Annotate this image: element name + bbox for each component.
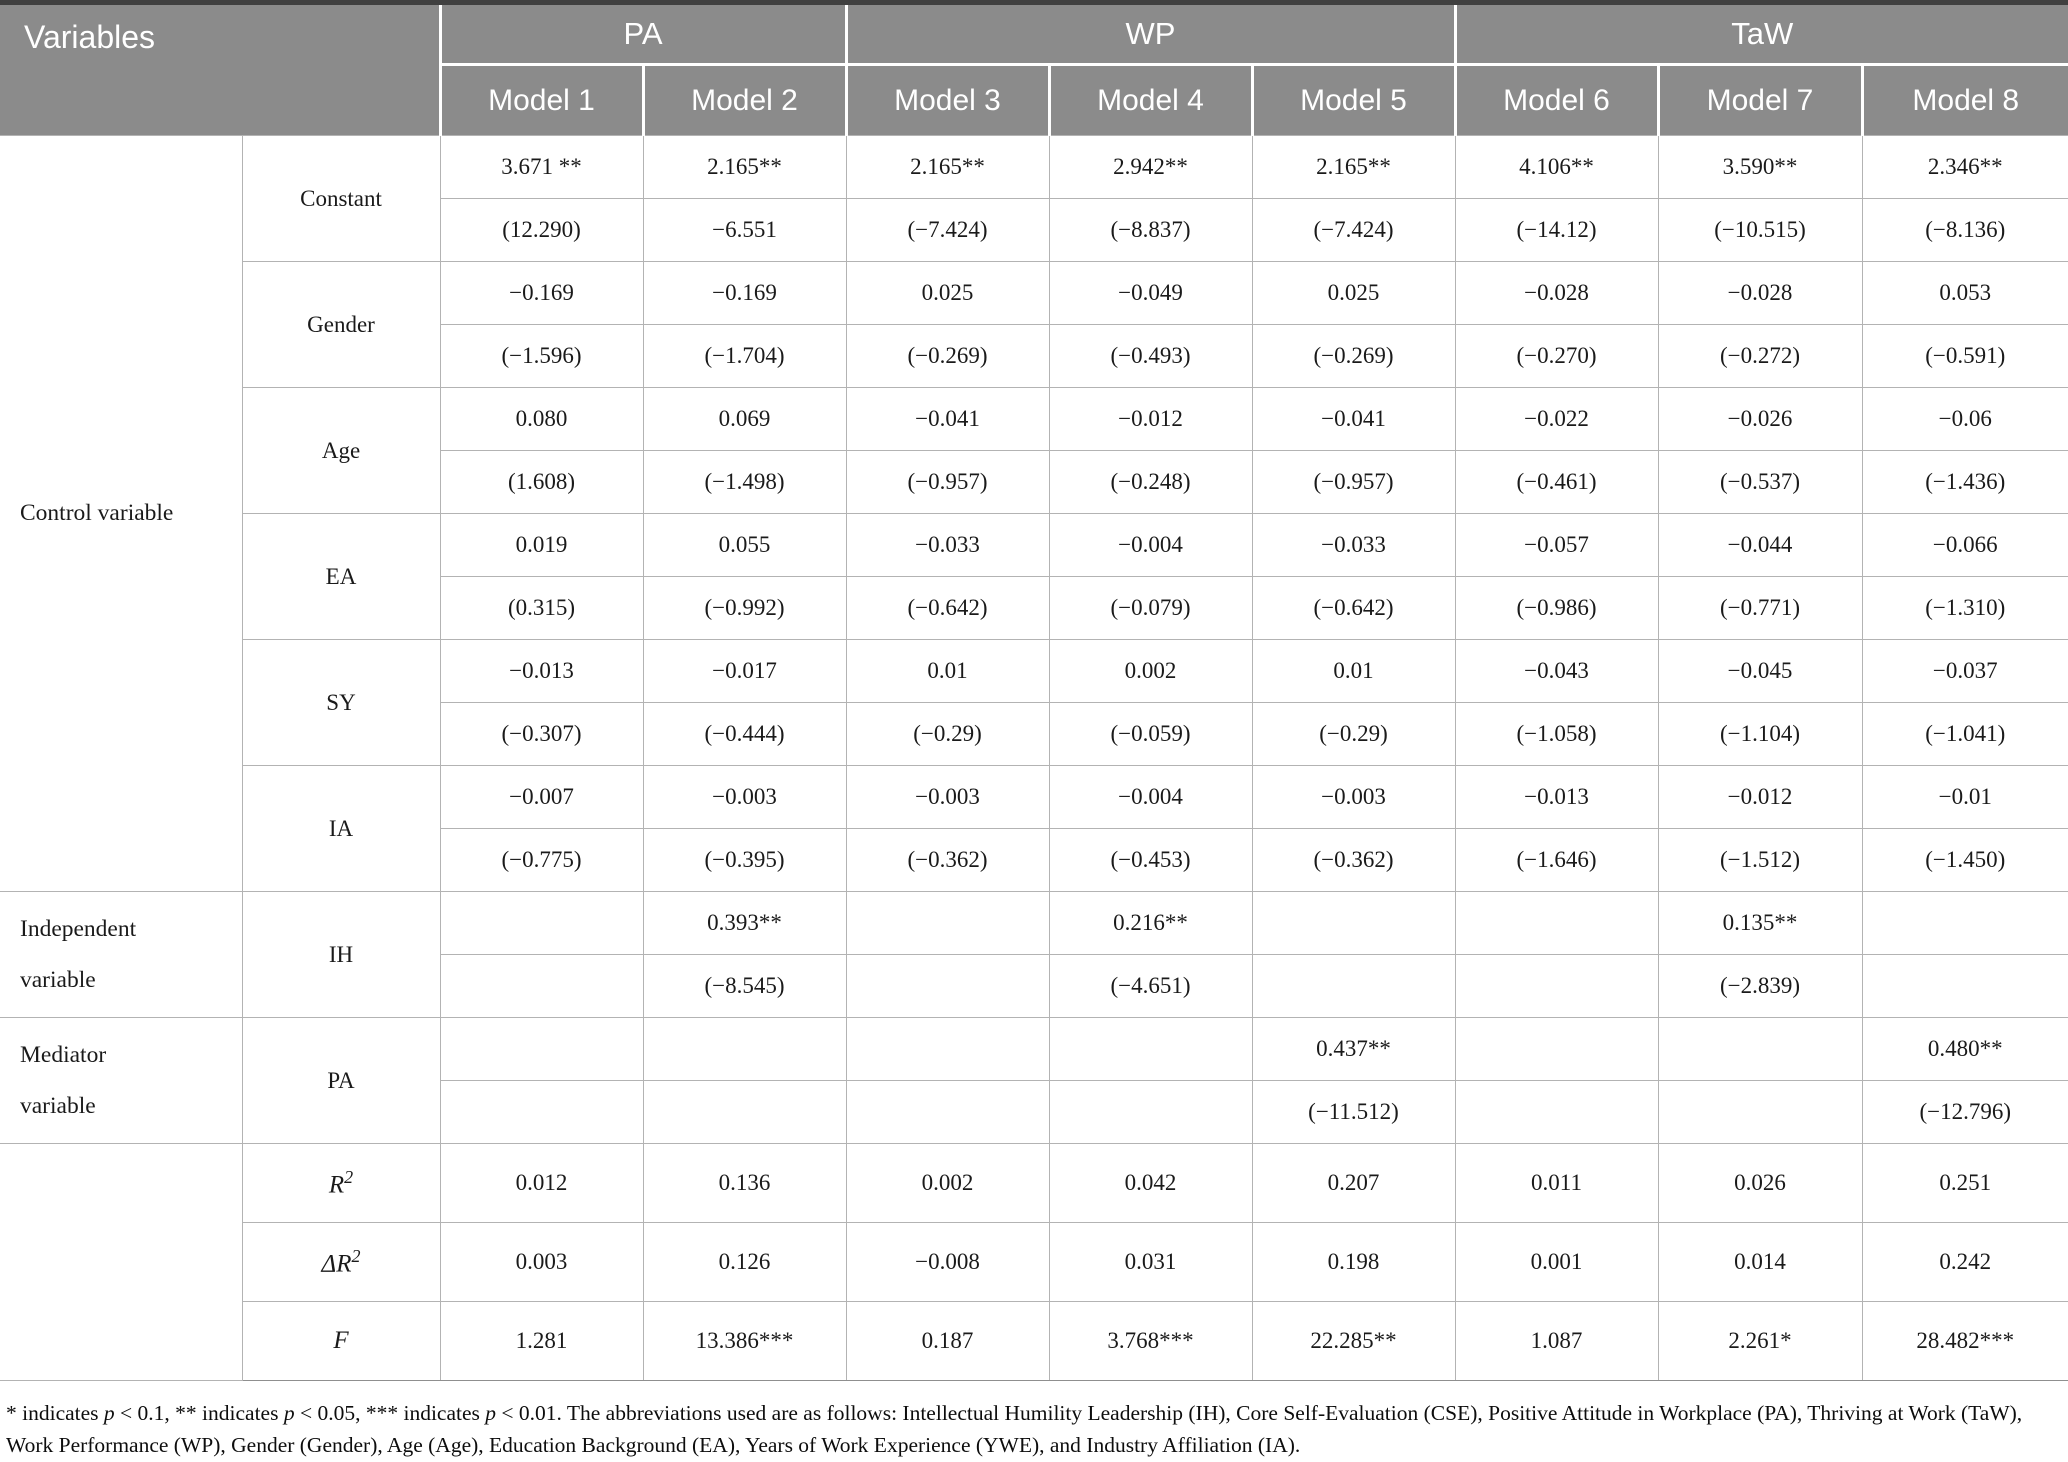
model-header-4: Model 4 <box>1049 65 1252 136</box>
coef-cell: −0.044 <box>1658 514 1862 577</box>
tstat-cell: (−0.362) <box>846 829 1049 892</box>
coef-cell <box>440 892 643 955</box>
stat-value-cell: 0.001 <box>1455 1223 1658 1302</box>
stat-value-cell: 0.136 <box>643 1144 846 1223</box>
stat-value-cell: 1.281 <box>440 1302 643 1381</box>
coef-cell: −0.066 <box>1862 514 2068 577</box>
tstat-cell <box>440 1081 643 1144</box>
variable-name: IA <box>242 766 440 892</box>
coef-cell: 0.025 <box>846 262 1049 325</box>
stat-value-cell: 28.482*** <box>1862 1302 2068 1381</box>
stat-value-cell: 1.087 <box>1455 1302 1658 1381</box>
model-header-8: Model 8 <box>1862 65 2068 136</box>
coef-cell: −0.017 <box>643 640 846 703</box>
tstat-cell: (−0.992) <box>643 577 846 640</box>
coef-cell <box>1455 1018 1658 1081</box>
tstat-cell: (−0.591) <box>1862 325 2068 388</box>
tstat-cell: (1.608) <box>440 451 643 514</box>
tstat-cell: (−10.515) <box>1658 199 1862 262</box>
stat-row <box>0 1302 2068 1381</box>
coef-cell <box>1049 1018 1252 1081</box>
coef-cell: −0.057 <box>1455 514 1658 577</box>
coef-row <box>0 766 2068 829</box>
footnote-italic-segment: p <box>485 1401 497 1425</box>
coef-cell: −0.012 <box>1658 766 1862 829</box>
model-header-1: Model 1 <box>440 65 643 136</box>
tstat-cell: (−1.104) <box>1658 703 1862 766</box>
variable-name: Constant <box>242 136 440 262</box>
stat-value-cell: 0.242 <box>1862 1223 2068 1302</box>
coef-cell: −0.004 <box>1049 514 1252 577</box>
group-label: Independent variable <box>0 892 242 1018</box>
tstat-cell <box>846 1081 1049 1144</box>
coef-cell: −0.043 <box>1455 640 1658 703</box>
coef-cell <box>440 1018 643 1081</box>
coef-row <box>0 136 2068 199</box>
tstat-cell: (−0.957) <box>1252 451 1455 514</box>
tstat-cell <box>1455 1081 1658 1144</box>
tstat-cell: (−0.307) <box>440 703 643 766</box>
tstat-cell: (−1.596) <box>440 325 643 388</box>
coef-cell: 2.165** <box>1252 136 1455 199</box>
tstat-cell <box>643 1081 846 1144</box>
coef-cell: −0.028 <box>1455 262 1658 325</box>
stat-name: $R^2$ <box>242 1144 440 1223</box>
coef-cell: 0.055 <box>643 514 846 577</box>
stat-value-cell: 0.031 <box>1049 1223 1252 1302</box>
coef-cell: 0.393** <box>643 892 846 955</box>
tstat-cell: (−0.272) <box>1658 325 1862 388</box>
coef-row <box>0 892 2068 955</box>
coef-cell: 3.590** <box>1658 136 1862 199</box>
tstat-cell: (−0.059) <box>1049 703 1252 766</box>
coef-cell: 0.216** <box>1049 892 1252 955</box>
stat-value-cell: 22.285** <box>1252 1302 1455 1381</box>
coef-cell: −0.003 <box>643 766 846 829</box>
footnote-italic-segment: p <box>283 1401 295 1425</box>
tstat-cell: (−0.986) <box>1455 577 1658 640</box>
coef-cell: 0.069 <box>643 388 846 451</box>
coef-cell: −0.169 <box>440 262 643 325</box>
coef-cell: −0.007 <box>440 766 643 829</box>
coef-cell <box>1658 1018 1862 1081</box>
tstat-cell: (0.315) <box>440 577 643 640</box>
tstat-cell: (−0.771) <box>1658 577 1862 640</box>
group-label: Control variable <box>0 136 242 892</box>
table-footnote <box>6 1397 2062 1462</box>
tstat-cell: (−2.839) <box>1658 955 1862 1018</box>
coef-cell <box>846 892 1049 955</box>
coef-cell: −0.026 <box>1658 388 1862 451</box>
footnote-segment: < 0.1, ** indicates <box>114 1401 284 1425</box>
header-group-row <box>0 3 2068 65</box>
variable-name: IH <box>242 892 440 1018</box>
stat-value-cell: 0.002 <box>846 1144 1049 1223</box>
tstat-cell: (−0.775) <box>440 829 643 892</box>
tstat-cell: (−1.310) <box>1862 577 2068 640</box>
coef-cell: 0.080 <box>440 388 643 451</box>
coef-row <box>0 514 2068 577</box>
coef-cell: −0.012 <box>1049 388 1252 451</box>
group-label <box>0 1144 242 1381</box>
tstat-cell: (−0.079) <box>1049 577 1252 640</box>
tstat-cell: (−0.29) <box>1252 703 1455 766</box>
coef-cell: −0.003 <box>846 766 1049 829</box>
tstat-cell: (−0.957) <box>846 451 1049 514</box>
tstat-cell: (−8.136) <box>1862 199 2068 262</box>
coef-cell <box>1862 892 2068 955</box>
coef-cell: −0.049 <box>1049 262 1252 325</box>
coef-cell: 0.002 <box>1049 640 1252 703</box>
footnote-segment: < 0.01. The abbreviations used are as follows: Intellectual Humility Leadership (IH), Core Self-Evaluation (CSE), Positive Attitude in Workplace (PA), Thriving at Work (TaW), Work Performance (WP), Gender (Gender), Age (Age), Education Background (EA), Years of Work Experience (YWE), and Industry Affiliation (IA). <box>6 1401 2023 1458</box>
tstat-cell: (−7.424) <box>846 199 1049 262</box>
tstat-cell <box>1862 955 2068 1018</box>
stat-value-cell: 3.768*** <box>1049 1302 1252 1381</box>
stat-value-cell: 0.003 <box>440 1223 643 1302</box>
tstat-cell: (−8.837) <box>1049 199 1252 262</box>
tstat-cell: (−0.444) <box>643 703 846 766</box>
coef-cell: −0.022 <box>1455 388 1658 451</box>
tstat-cell: (−4.651) <box>1049 955 1252 1018</box>
coef-cell: −0.028 <box>1658 262 1862 325</box>
tstat-cell: (−7.424) <box>1252 199 1455 262</box>
stat-value-cell: 13.386*** <box>643 1302 846 1381</box>
tstat-cell <box>1658 1081 1862 1144</box>
coef-cell: −0.033 <box>1252 514 1455 577</box>
coef-cell: 4.106** <box>1455 136 1658 199</box>
variables-header-cell: Variables <box>0 3 440 136</box>
coef-row <box>0 1018 2068 1081</box>
coef-cell: −0.037 <box>1862 640 2068 703</box>
coef-cell: 2.346** <box>1862 136 2068 199</box>
stat-value-cell: 0.251 <box>1862 1144 2068 1223</box>
variable-name: Gender <box>242 262 440 388</box>
coef-cell: 2.942** <box>1049 136 1252 199</box>
stat-value-cell: 0.026 <box>1658 1144 1862 1223</box>
tstat-cell: (−1.646) <box>1455 829 1658 892</box>
tstat-cell: (−0.248) <box>1049 451 1252 514</box>
variable-name: PA <box>242 1018 440 1144</box>
footnote-segment: < 0.05, *** indicates <box>294 1401 486 1425</box>
stat-value-cell: 0.012 <box>440 1144 643 1223</box>
coef-cell <box>846 1018 1049 1081</box>
coef-cell: −0.01 <box>1862 766 2068 829</box>
tstat-cell <box>1049 1081 1252 1144</box>
coef-cell: 3.671 ** <box>440 136 643 199</box>
coef-cell: 0.135** <box>1658 892 1862 955</box>
stat-value-cell: 0.126 <box>643 1223 846 1302</box>
model-header-2: Model 2 <box>643 65 846 136</box>
tstat-cell: (−0.29) <box>846 703 1049 766</box>
coef-cell <box>1455 892 1658 955</box>
coef-cell <box>643 1018 846 1081</box>
group-header-pa: PA <box>440 3 846 65</box>
tstat-cell: (12.290) <box>440 199 643 262</box>
coef-cell: 0.01 <box>1252 640 1455 703</box>
tstat-cell: (−1.041) <box>1862 703 2068 766</box>
coef-cell: 0.053 <box>1862 262 2068 325</box>
stat-name: $\Delta R^2$ <box>242 1223 440 1302</box>
model-header-5: Model 5 <box>1252 65 1455 136</box>
tstat-cell: (−0.362) <box>1252 829 1455 892</box>
tstat-cell: (−0.270) <box>1455 325 1658 388</box>
stat-value-cell: 0.011 <box>1455 1144 1658 1223</box>
coef-cell: −0.004 <box>1049 766 1252 829</box>
coef-row <box>0 640 2068 703</box>
group-label: Mediator variable <box>0 1018 242 1144</box>
coef-cell: 0.480** <box>1862 1018 2068 1081</box>
tstat-cell: (−0.269) <box>1252 325 1455 388</box>
tstat-cell <box>1455 955 1658 1018</box>
coef-cell: −0.003 <box>1252 766 1455 829</box>
coef-cell: −0.169 <box>643 262 846 325</box>
coef-cell: 0.025 <box>1252 262 1455 325</box>
tstat-cell: (−0.269) <box>846 325 1049 388</box>
tstat-cell: (−0.395) <box>643 829 846 892</box>
coef-row <box>0 388 2068 451</box>
coef-cell: −0.045 <box>1658 640 1862 703</box>
coef-cell: −0.013 <box>440 640 643 703</box>
coef-cell: 2.165** <box>846 136 1049 199</box>
footnote-italic-segment: p <box>103 1401 115 1425</box>
variable-name: EA <box>242 514 440 640</box>
coef-cell: 0.019 <box>440 514 643 577</box>
tstat-cell: (−0.493) <box>1049 325 1252 388</box>
stat-value-cell: 2.261* <box>1658 1302 1862 1381</box>
coef-cell: −0.033 <box>846 514 1049 577</box>
tstat-cell: −6.551 <box>643 199 846 262</box>
group-header-taw: TaW <box>1455 3 2068 65</box>
stat-value-cell: −0.008 <box>846 1223 1049 1302</box>
stat-name: F <box>242 1302 440 1381</box>
tstat-cell: (−12.796) <box>1862 1081 2068 1144</box>
tstat-cell: (−1.436) <box>1862 451 2068 514</box>
tstat-cell: (−0.642) <box>1252 577 1455 640</box>
tstat-cell: (−1.498) <box>643 451 846 514</box>
coef-cell: −0.041 <box>1252 388 1455 451</box>
tstat-cell <box>440 955 643 1018</box>
stat-value-cell: 0.187 <box>846 1302 1049 1381</box>
variable-name: Age <box>242 388 440 514</box>
tstat-cell: (−0.453) <box>1049 829 1252 892</box>
coef-cell: −0.013 <box>1455 766 1658 829</box>
table-body <box>0 136 2068 1381</box>
tstat-cell: (−0.537) <box>1658 451 1862 514</box>
coef-row <box>0 262 2068 325</box>
tstat-cell: (−1.512) <box>1658 829 1862 892</box>
model-header-3: Model 3 <box>846 65 1049 136</box>
coef-cell: −0.041 <box>846 388 1049 451</box>
tstat-cell: (−1.704) <box>643 325 846 388</box>
model-header-6: Model 6 <box>1455 65 1658 136</box>
tstat-cell: (−14.12) <box>1455 199 1658 262</box>
tstat-cell: (−0.461) <box>1455 451 1658 514</box>
stat-value-cell: 0.014 <box>1658 1223 1862 1302</box>
stat-value-cell: 0.207 <box>1252 1144 1455 1223</box>
tstat-cell: (−0.642) <box>846 577 1049 640</box>
group-header-wp: WP <box>846 3 1455 65</box>
model-header-7: Model 7 <box>1658 65 1862 136</box>
tstat-cell <box>846 955 1049 1018</box>
tstat-cell: (−11.512) <box>1252 1081 1455 1144</box>
table-header <box>0 3 2068 136</box>
tstat-cell: (−1.450) <box>1862 829 2068 892</box>
stat-value-cell: 0.042 <box>1049 1144 1252 1223</box>
coef-cell: 0.01 <box>846 640 1049 703</box>
coef-cell: 0.437** <box>1252 1018 1455 1081</box>
footnote-segment: * indicates <box>6 1401 104 1425</box>
tstat-cell <box>1252 955 1455 1018</box>
coef-cell: 2.165** <box>643 136 846 199</box>
coef-cell: −0.06 <box>1862 388 2068 451</box>
tstat-cell: (−8.545) <box>643 955 846 1018</box>
stat-row <box>0 1223 2068 1302</box>
coef-cell <box>1252 892 1455 955</box>
stat-row <box>0 1144 2068 1223</box>
stat-value-cell: 0.198 <box>1252 1223 1455 1302</box>
tstat-cell: (−1.058) <box>1455 703 1658 766</box>
variable-name: SY <box>242 640 440 766</box>
